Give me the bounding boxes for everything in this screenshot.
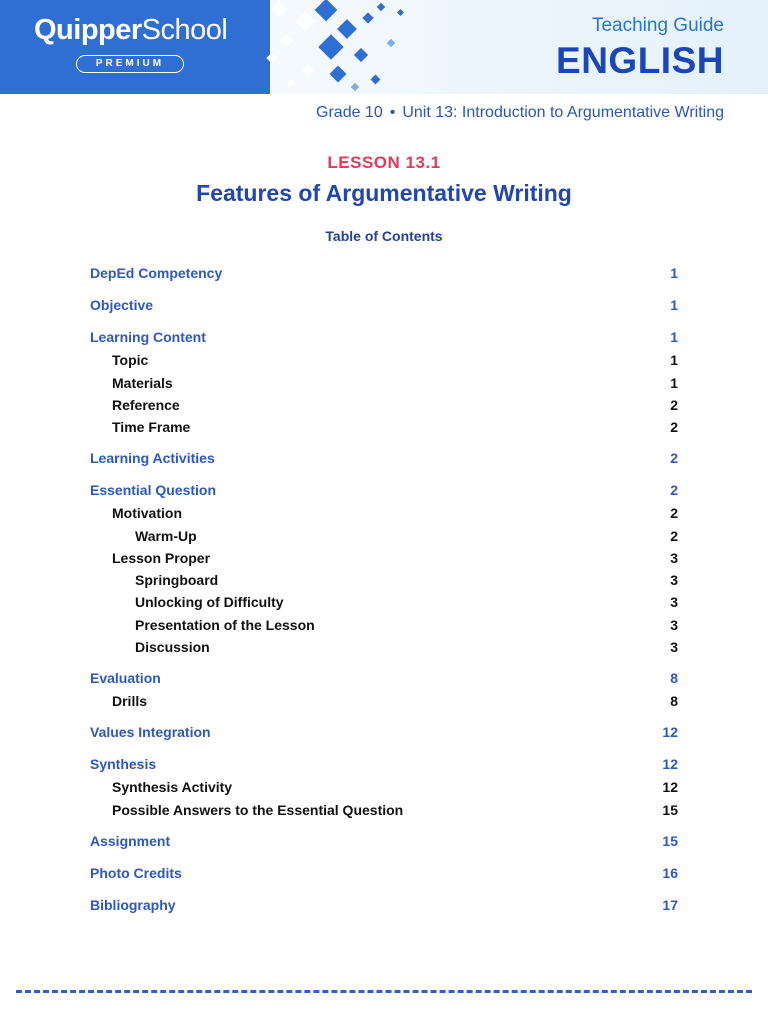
toc-item-page: 2 [670,482,678,498]
toc-item-page: 1 [670,352,678,368]
toc-item-page: 15 [662,833,678,849]
toc-item-title: Motivation [112,505,182,521]
toc-item-title: Synthesis Activity [112,779,233,795]
toc-item-title: Values Integration [90,724,211,740]
toc-item-page: 12 [662,756,678,772]
breadcrumb-separator: • [389,104,396,121]
toc-item-title: Reference [112,397,180,413]
toc-item-title: Discussion [135,639,210,655]
breadcrumb-unit: Unit 13: Introduction to Argumentative Writing [402,104,724,121]
toc-item-page: 3 [670,639,678,655]
toc-item-title: Topic [112,352,149,368]
toc-item-title: Drills [112,693,148,709]
toc-item-title: Materials [112,375,173,391]
toc-item-assignment[interactable] [90,831,678,851]
toc-item-page: 1 [670,375,678,391]
toc-item-presentation-of-the-lesson[interactable] [90,615,678,635]
toc-item-title: Synthesis [90,756,157,772]
toc-item-page: 16 [662,865,678,881]
toc-item-springboard[interactable] [90,570,678,590]
toc-item-title: Lesson Proper [112,550,211,566]
toc-item-page: 1 [670,329,678,345]
toc-item-title: Learning Content [90,329,206,345]
toc-item-title: Warm-Up [135,528,197,544]
toc-item-title: Presentation of the Lesson [135,617,315,633]
toc-item-title: Evaluation [90,670,161,686]
toc-item-synthesis-activity[interactable] [90,777,678,797]
toc-item-objective[interactable] [90,295,678,315]
lesson-title: Features of Argumentative Writing [196,180,572,206]
toc-item-title: Photo Credits [90,865,182,881]
footer-dashed-divider [16,990,752,993]
toc-item-bibliography[interactable] [90,895,678,915]
toc-item-learning-activities[interactable] [90,448,678,468]
toc-item-deped-competency[interactable] [90,263,678,283]
toc-item-page: 3 [670,617,678,633]
toc-item-drills[interactable] [90,691,678,711]
toc-item-essential-question[interactable] [90,480,678,500]
toc-item-page: 15 [662,802,678,818]
toc-item-page: 1 [670,265,678,281]
toc-item-title: DepEd Competency [90,265,223,281]
premium-badge: PREMIUM [76,55,184,73]
toc-item-lesson-proper[interactable] [90,548,678,568]
toc-item-synthesis[interactable] [90,754,678,774]
toc-item-title: Possible Answers to the Essential Question [112,802,404,818]
toc-item-learning-content[interactable] [90,327,678,347]
teaching-guide-label: Teaching Guide [591,15,724,36]
toc-item-page: 17 [662,897,678,913]
toc-item-page: 2 [670,419,678,435]
toc-item-title: Essential Question [90,482,217,498]
toc-item-topic[interactable] [90,350,678,370]
toc-item-discussion[interactable] [90,637,678,657]
lesson-number: LESSON 13.1 [327,153,441,172]
toc-item-title: Springboard [135,572,219,588]
toc-item-title: Unlocking of Difficulty [135,594,284,610]
subject-title: ENGLISH [556,40,724,81]
brand-name-regular: School [141,14,228,46]
toc-item-title: Time Frame [112,419,191,435]
toc-item-motivation[interactable] [90,503,678,523]
toc-item-page: 8 [670,693,678,709]
brand-band [0,0,270,94]
toc-item-page: 2 [670,528,678,544]
quipper-school-logo [34,14,227,47]
toc-heading: Table of Contents [325,228,443,244]
toc-item-photo-credits[interactable] [90,863,678,883]
brand-name-bold: Quipper [34,14,142,46]
toc-item-page: 2 [670,450,678,466]
toc-item-time-frame[interactable] [90,417,678,437]
toc-item-evaluation[interactable] [90,668,678,688]
page-header [0,0,768,94]
toc-item-possible-answers[interactable] [90,800,678,820]
toc-item-page: 2 [670,505,678,521]
toc-item-page: 3 [670,572,678,588]
toc-item-page: 1 [670,297,678,313]
toc-item-page: 8 [670,670,678,686]
toc-item-page: 12 [662,724,678,740]
toc-item-title: Objective [90,297,154,313]
toc-item-page: 3 [670,550,678,566]
toc-item-page: 2 [670,397,678,413]
toc-item-unlocking-of-difficulty[interactable] [90,592,678,612]
breadcrumb-grade: Grade 10 [316,104,383,121]
toc-item-title: Assignment [90,833,171,849]
toc-item-title: Bibliography [90,897,176,913]
toc-item-warm-up[interactable] [90,526,678,546]
diamond-pattern-decoration [260,0,420,94]
breadcrumb [316,104,724,122]
toc-item-values-integration[interactable] [90,722,678,742]
toc-item-title: Learning Activities [90,450,215,466]
toc-item-page: 12 [662,779,678,795]
toc-item-page: 3 [670,594,678,610]
toc-item-reference[interactable] [90,395,678,415]
toc-item-materials[interactable] [90,373,678,393]
